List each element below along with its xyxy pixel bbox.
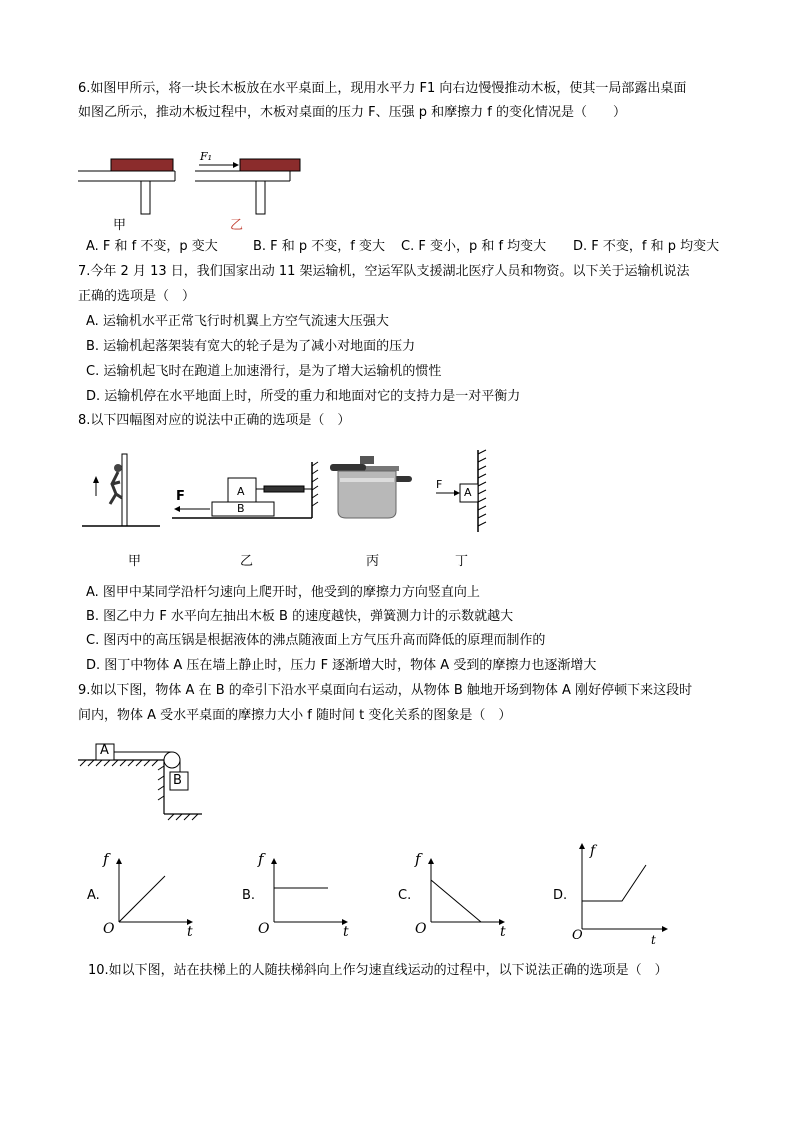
q8-figure-ding-wall xyxy=(430,450,490,535)
q8-figure-bing-pressure-cooker xyxy=(330,456,415,521)
q9-block-a-label: A xyxy=(100,743,109,758)
q9-graph-b-option: B. xyxy=(242,888,256,903)
q8-fig-ding-force-label: F xyxy=(436,478,443,491)
q9-graph-d-ylabel: f xyxy=(590,843,596,859)
q8-option-a: A. 图甲中某同学沿杆匀速向上爬开时，他受到的摩擦力方向竖直向上 xyxy=(86,585,480,600)
q9-graph-a-ylabel: f xyxy=(103,850,109,868)
q9-graph-a-xlabel: t xyxy=(187,924,193,940)
q8-fig-yi-force-label: F xyxy=(176,489,185,504)
q9-stem-line2: 间内，物体 A 受水平桌面的摩擦力大小 f 随时间 t 变化关系的图象是（ ） xyxy=(78,708,512,723)
q6-stem-line1: 6.如图甲所示，将一块长木板放在水平桌面上，现用水平力 F1 向右边慢慢推动木板，使其一局部露出桌面 xyxy=(78,81,687,96)
q7-stem-line1: 7.今年 2 月 13 日，我们国家出动 11 架运输机，空运军队支援湖北医疗人员和物资。以下关于运输机说法 xyxy=(78,264,690,279)
q8-fig-ding-block-a: A xyxy=(464,486,472,499)
q9-graph-c-origin: O xyxy=(415,921,427,937)
q9-graph-c-ylabel: f xyxy=(415,850,421,868)
q9-graph-d-option: D. xyxy=(553,888,568,903)
q9-graph-c-xlabel: t xyxy=(500,924,506,940)
q10-stem-line1: 10.如以下图，站在扶梯上的人随扶梯斜向上作匀速直线运动的过程中，以下说法正确的选项是（ ） xyxy=(88,963,668,978)
q9-graph-c xyxy=(427,858,507,926)
q6-option-a: A. F 和 f 不变，p 变大 xyxy=(86,239,218,254)
q9-graph-c-option: C. xyxy=(398,888,412,903)
q9-graph-b xyxy=(270,858,350,926)
q7-stem-line2: 正确的选项是（ ） xyxy=(78,289,196,304)
q7-option-b: B. 运输机起落架装有宽大的轮子是为了减小对地面的压力 xyxy=(86,339,416,354)
q9-graph-b-origin: O xyxy=(258,921,270,937)
q6-option-b: B. F 和 p 不变，f 变大 xyxy=(253,239,386,254)
q9-graph-b-xlabel: t xyxy=(343,924,349,940)
q9-graph-a-origin: O xyxy=(103,921,115,937)
q9-block-b-label: B xyxy=(173,773,182,788)
q7-option-a: A. 运输机水平正常飞行时机翼上方空气流速大压强大 xyxy=(86,314,389,329)
q6-figure-jia xyxy=(78,155,188,217)
q8-option-b: B. 图乙中力 F 水平向左抽出木板 B 的速度越快，弹簧测力计的示数就越大 xyxy=(86,609,514,624)
q6-stem-line2: 如图乙所示，推动木板过程中，木板对桌面的压力 F、压强 p 和摩擦力 f 的变化情况是（ ） xyxy=(78,105,626,120)
q6-label-jia: 甲 xyxy=(113,218,127,233)
q6-option-d: D. F 不变，f 和 p 均变大 xyxy=(573,239,720,254)
q7-option-c: C. 运输机起飞时在跑道上加速滑行，是为了增大运输机的惯性 xyxy=(86,364,442,379)
q8-fig-yi-block-a: A xyxy=(237,485,245,498)
q7-option-d: D. 运输机停在水平地面上时，所受的重力和地面对它的支持力是一对平衡力 xyxy=(86,389,521,404)
q9-graph-a xyxy=(115,858,195,926)
q6-force-label: F₁ xyxy=(200,150,213,163)
q6-figure-yi xyxy=(195,152,310,217)
q6-label-yi: 乙 xyxy=(230,218,244,233)
q8-label-yi: 乙 xyxy=(240,554,254,569)
q8-option-d: D. 图丁中物体 A 压在墙上静止时，压力 F 逐渐增大时，物体 A 受到的摩擦力也逐渐增大 xyxy=(86,658,597,673)
q8-option-c: C. 图丙中的高压锅是根据液体的沸点随液面上方气压升高而降低的原理而制作的 xyxy=(86,633,546,648)
q9-graph-b-ylabel: f xyxy=(258,850,264,868)
q8-fig-yi-block-b: B xyxy=(237,502,245,515)
q8-label-jia: 甲 xyxy=(128,554,142,569)
q9-stem-line1: 9.如以下图，物体 A 在 B 的牵引下沿水平桌面向右运动，从物体 B 触地开场到物体 A 刚好停顿下来这段时 xyxy=(78,683,693,698)
q8-figure-yi-spring xyxy=(172,460,322,520)
q8-label-ding: 丁 xyxy=(455,554,469,569)
q9-graph-d-xlabel: t xyxy=(651,933,656,947)
q8-stem-line1: 8.以下四幅图对应的说法中正确的选项是（ ） xyxy=(78,413,351,428)
q8-figure-jia-climber xyxy=(82,452,162,530)
q6-option-c: C. F 变小，p 和 f 均变大 xyxy=(401,239,547,254)
q9-graph-d-origin: O xyxy=(572,928,583,943)
q9-graph-a-option: A. xyxy=(87,888,100,903)
q9-pulley-figure xyxy=(76,740,206,822)
q8-label-bing: 丙 xyxy=(366,554,380,569)
